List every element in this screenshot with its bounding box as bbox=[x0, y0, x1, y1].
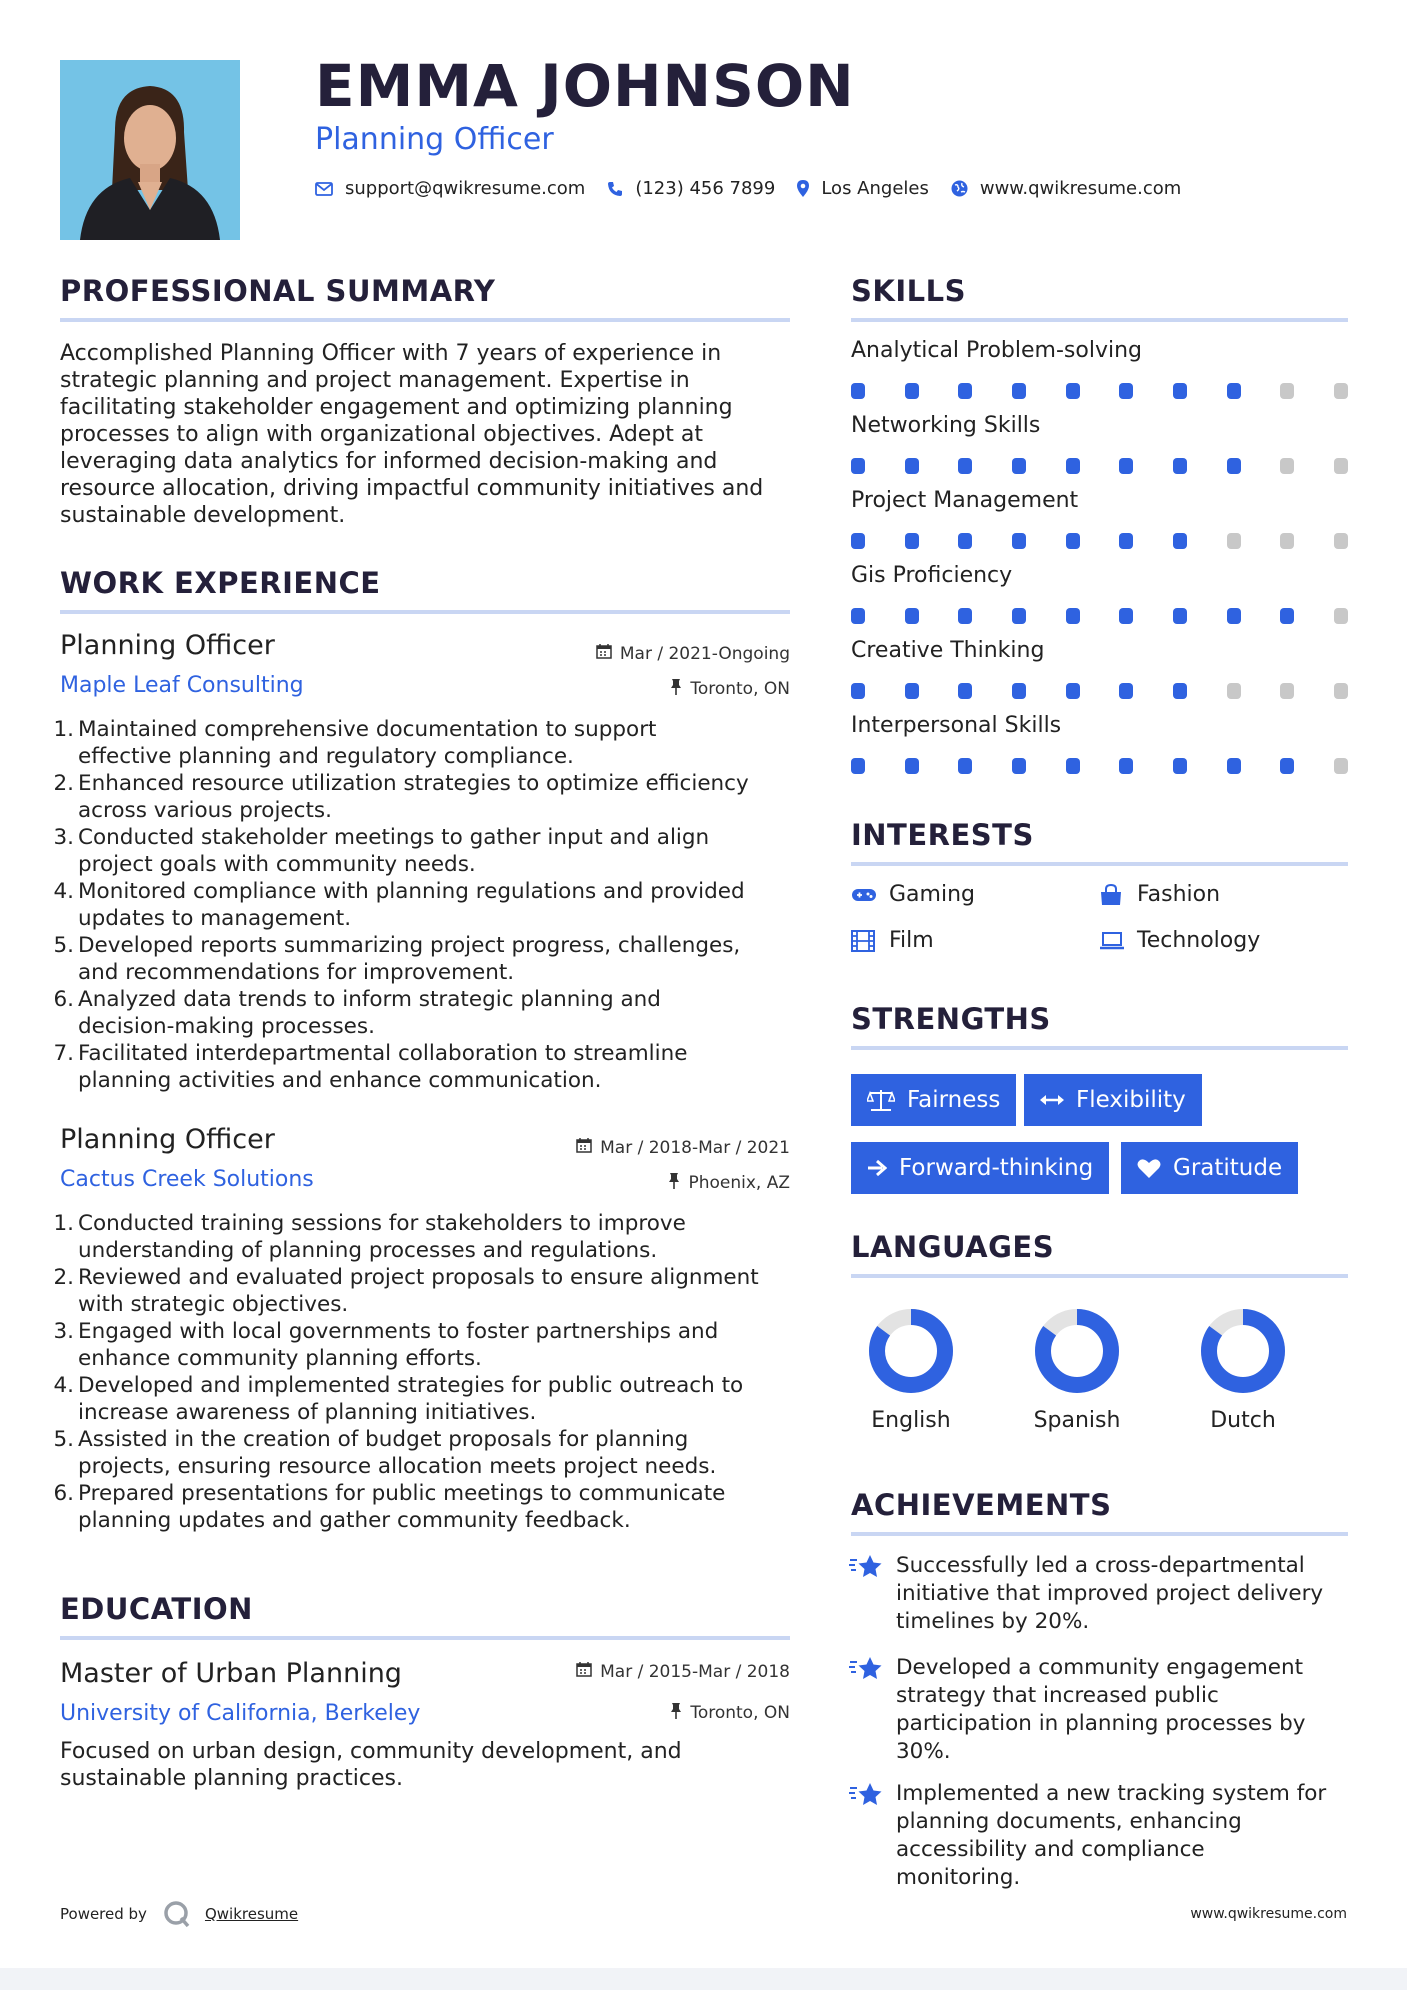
rating-dot-filled bbox=[1012, 758, 1026, 774]
job-dates-text: Mar / 2018-Mar / 2021 bbox=[600, 1137, 790, 1158]
profile-photo bbox=[60, 60, 240, 240]
job-dates-text: Mar / 2021-Ongoing bbox=[619, 643, 790, 664]
education-line: sustainable planning practices. bbox=[60, 1766, 403, 1791]
rating-dot-filled bbox=[1066, 383, 1080, 399]
rating-dot-filled bbox=[1119, 758, 1133, 774]
rating-dot-filled bbox=[1280, 758, 1294, 774]
envelope-icon bbox=[315, 182, 333, 196]
summary-heading: PROFESSIONAL SUMMARY bbox=[60, 274, 496, 308]
rating-dot-filled bbox=[1012, 608, 1026, 624]
list-item: 3. Conducted stakeholder meetings to gather input and align project goals with community needs. bbox=[53, 825, 710, 877]
phone-icon bbox=[607, 181, 623, 197]
rating-dot-filled bbox=[1173, 458, 1187, 474]
skills-heading: SKILLS bbox=[851, 274, 966, 308]
language-item bbox=[851, 1306, 971, 1433]
rating-dot-filled bbox=[1173, 683, 1187, 699]
rating-dot-filled bbox=[1012, 533, 1026, 549]
rating-dot-empty bbox=[1334, 758, 1348, 774]
shopping-bag-icon bbox=[1099, 884, 1125, 906]
rating-dot-filled bbox=[1066, 533, 1080, 549]
degree-title: Master of Urban Planning bbox=[60, 1658, 402, 1689]
job-dates bbox=[596, 643, 790, 664]
rating-dot-filled bbox=[905, 458, 919, 474]
rating-dot-filled bbox=[958, 533, 972, 549]
achievement-line: accessibility and compliance bbox=[896, 1837, 1205, 1862]
rating-dot-filled bbox=[1227, 758, 1241, 774]
gamepad-icon bbox=[851, 887, 877, 903]
list-item: 1. Conducted training sessions for stakeholders to improve understanding of planning processes and regulations. bbox=[53, 1211, 686, 1263]
laptop-icon bbox=[1099, 932, 1125, 950]
job-location-text: Phoenix, AZ bbox=[688, 1173, 790, 1193]
education-line: Focused on urban design, community development, and bbox=[60, 1739, 682, 1764]
rating-dot-filled bbox=[1119, 533, 1133, 549]
achievements-heading: ACHIEVEMENTS bbox=[851, 1488, 1112, 1522]
rating-dot-filled bbox=[851, 683, 865, 699]
strength-label: Forward-thinking bbox=[899, 1155, 1094, 1181]
strength-label: Flexibility bbox=[1076, 1087, 1186, 1113]
interest-label: Fashion bbox=[1137, 882, 1221, 907]
job-location bbox=[668, 1172, 790, 1194]
job-location-text: Toronto, ON bbox=[690, 679, 790, 699]
job-role: Planning Officer bbox=[60, 630, 275, 661]
map-marker-icon bbox=[797, 180, 809, 197]
arrow-right-icon bbox=[867, 1159, 887, 1177]
interest-technology bbox=[1099, 928, 1260, 953]
education-dates-text: Mar / 2015-Mar / 2018 bbox=[600, 1661, 790, 1682]
star-icon bbox=[849, 1656, 883, 1686]
rating-dot-filled bbox=[905, 683, 919, 699]
rating-dot-filled bbox=[851, 458, 865, 474]
list-item: 6. Analyzed data trends to inform strategic planning and decision-making processes. bbox=[53, 987, 661, 1039]
strength-forward-thinking bbox=[851, 1142, 1109, 1194]
interests-heading: INTERESTS bbox=[851, 818, 1034, 852]
contact-website[interactable]: www.qwikresume.com bbox=[979, 178, 1182, 199]
rating-dot-filled bbox=[1227, 383, 1241, 399]
rating-dot-filled bbox=[851, 608, 865, 624]
rating-dot-filled bbox=[851, 533, 865, 549]
strength-label: Gratitude bbox=[1173, 1155, 1283, 1181]
experience-heading: WORK EXPERIENCE bbox=[60, 566, 381, 600]
interest-label: Gaming bbox=[889, 882, 975, 907]
calendar-icon bbox=[596, 643, 620, 664]
education-divider bbox=[60, 1636, 790, 1640]
education-description bbox=[60, 1738, 800, 1792]
skill-label: Networking Skills bbox=[851, 413, 1041, 438]
rating-dot-filled bbox=[1173, 608, 1187, 624]
rating-dot-filled bbox=[1119, 383, 1133, 399]
interest-label: Film bbox=[889, 928, 934, 953]
pushpin-icon bbox=[670, 678, 690, 700]
rating-dot-empty bbox=[1227, 683, 1241, 699]
heart-icon bbox=[1137, 1158, 1161, 1179]
skills-divider bbox=[851, 318, 1348, 322]
language-level-ring bbox=[1032, 1306, 1122, 1396]
job-duties-list bbox=[53, 716, 800, 1094]
rating-dot-empty bbox=[1334, 683, 1348, 699]
achievement-line: Successfully led a cross-departmental bbox=[896, 1553, 1305, 1578]
rating-dot-filled bbox=[851, 383, 865, 399]
strength-label: Fairness bbox=[907, 1087, 1001, 1113]
rating-dot-filled bbox=[1227, 608, 1241, 624]
skill-rating bbox=[851, 608, 1348, 624]
rating-dot-filled bbox=[1280, 608, 1294, 624]
achievement-line: timelines by 20%. bbox=[896, 1609, 1090, 1634]
rating-dot-empty bbox=[1227, 533, 1241, 549]
achievement-line: Implemented a new tracking system for bbox=[896, 1781, 1327, 1806]
skill-rating bbox=[851, 683, 1348, 699]
interest-fashion bbox=[1099, 882, 1220, 907]
candidate-title: Planning Officer bbox=[315, 122, 554, 157]
interest-gaming bbox=[851, 882, 975, 907]
language-level-ring bbox=[1198, 1306, 1288, 1396]
achievement-line: planning documents, enhancing bbox=[896, 1809, 1242, 1834]
summary-text bbox=[60, 340, 800, 529]
summary-line: leveraging data analytics for informed decision-making and bbox=[60, 449, 718, 474]
strengths-divider bbox=[851, 1046, 1348, 1050]
skill-rating bbox=[851, 383, 1348, 399]
contact-phone[interactable]: (123) 456 7899 bbox=[635, 178, 776, 199]
pushpin-icon bbox=[668, 1172, 688, 1194]
experience-divider bbox=[60, 610, 790, 614]
language-name: Dutch bbox=[1210, 1408, 1276, 1433]
skill-rating bbox=[851, 758, 1348, 774]
job-company[interactable]: Cactus Creek Solutions bbox=[60, 1167, 314, 1192]
achievement-line: strategy that increased public bbox=[896, 1683, 1219, 1708]
rating-dot-filled bbox=[1066, 683, 1080, 699]
education-location bbox=[670, 1702, 790, 1724]
achievement-line: Developed a community engagement bbox=[896, 1655, 1304, 1680]
list-item: 5. Developed reports summarizing project progress, challenges, and recommendations for improvement. bbox=[53, 933, 741, 985]
rating-dot-filled bbox=[1012, 458, 1026, 474]
languages-divider bbox=[851, 1274, 1348, 1278]
rating-dot-filled bbox=[1012, 683, 1026, 699]
pushpin-icon bbox=[670, 1702, 690, 1724]
languages-heading: LANGUAGES bbox=[851, 1230, 1055, 1264]
film-icon bbox=[851, 930, 877, 952]
strengths-heading: STRENGTHS bbox=[851, 1002, 1051, 1036]
calendar-icon bbox=[576, 1137, 600, 1158]
achievements-divider bbox=[851, 1532, 1348, 1536]
qwikresume-link[interactable]: Qwikresume bbox=[204, 1905, 299, 1923]
page-bottom-band bbox=[0, 1968, 1407, 1990]
arrows-horizontal-icon bbox=[1040, 1093, 1064, 1107]
education-location-text: Toronto, ON bbox=[690, 1703, 790, 1723]
achievement-item bbox=[896, 1654, 1356, 1766]
list-item: 2. Enhanced resource utilization strategies to optimize efficiency across various projects. bbox=[53, 771, 749, 823]
job-company[interactable]: Maple Leaf Consulting bbox=[60, 673, 304, 698]
rating-dot-filled bbox=[1227, 458, 1241, 474]
summary-divider bbox=[60, 318, 790, 322]
interest-film bbox=[851, 928, 934, 953]
rating-dot-filled bbox=[851, 758, 865, 774]
interests-divider bbox=[851, 862, 1348, 866]
achievement-line: monitoring. bbox=[896, 1865, 1021, 1890]
globe-icon bbox=[951, 180, 968, 197]
contact-location: Los Angeles bbox=[821, 178, 929, 199]
footer-website[interactable]: www.qwikresume.com bbox=[1190, 1906, 1347, 1922]
star-icon bbox=[849, 1554, 883, 1584]
language-item bbox=[1183, 1306, 1303, 1433]
job-dates bbox=[576, 1137, 790, 1158]
list-item: 1. Maintained comprehensive documentation to support effective planning and regulatory compliance. bbox=[53, 717, 657, 769]
skill-label: Project Management bbox=[851, 488, 1079, 513]
contact-bar bbox=[315, 178, 1203, 199]
rating-dot-filled bbox=[1119, 683, 1133, 699]
interest-label: Technology bbox=[1137, 928, 1261, 953]
rating-dot-empty bbox=[1280, 533, 1294, 549]
list-item: 3. Engaged with local governments to foster partnerships and enhance community planning efforts. bbox=[53, 1319, 719, 1371]
qwikresume-logo-icon bbox=[163, 1900, 191, 1928]
skill-label: Analytical Problem-solving bbox=[851, 338, 1142, 363]
skill-rating bbox=[851, 458, 1348, 474]
rating-dot-filled bbox=[905, 608, 919, 624]
list-item: 4. Monitored compliance with planning regulations and provided updates to management. bbox=[53, 879, 745, 931]
rating-dot-empty bbox=[1334, 458, 1348, 474]
rating-dot-empty bbox=[1334, 383, 1348, 399]
candidate-name: EMMA JOHNSON bbox=[315, 52, 855, 120]
summary-line: facilitating stakeholder engagement and optimizing planning bbox=[60, 395, 733, 420]
strength-flexibility bbox=[1024, 1074, 1202, 1126]
skill-label: Creative Thinking bbox=[851, 638, 1045, 663]
powered-by bbox=[60, 1900, 298, 1928]
summary-line: resource allocation, driving impactful community initiatives and bbox=[60, 476, 764, 501]
strength-fairness bbox=[851, 1074, 1016, 1126]
rating-dot-filled bbox=[1119, 608, 1133, 624]
rating-dot-filled bbox=[1012, 383, 1026, 399]
rating-dot-filled bbox=[905, 383, 919, 399]
rating-dot-filled bbox=[1066, 758, 1080, 774]
language-name: Spanish bbox=[1033, 1408, 1121, 1433]
achievement-line: 30%. bbox=[896, 1739, 951, 1764]
list-item: 4. Developed and implemented strategies for public outreach to increase awareness of planning initiatives. bbox=[53, 1373, 744, 1425]
rating-dot-filled bbox=[1119, 458, 1133, 474]
rating-dot-filled bbox=[1066, 458, 1080, 474]
summary-line: strategic planning and project management. Expertise in bbox=[60, 368, 690, 393]
achievement-line: participation in planning processes by bbox=[896, 1711, 1306, 1736]
rating-dot-empty bbox=[1280, 683, 1294, 699]
rating-dot-filled bbox=[958, 608, 972, 624]
rating-dot-filled bbox=[1173, 758, 1187, 774]
summary-line: sustainable development. bbox=[60, 503, 346, 528]
summary-line: Accomplished Planning Officer with 7 years of experience in bbox=[60, 341, 722, 366]
skill-rating bbox=[851, 533, 1348, 549]
summary-line: processes to align with organizational objectives. Adept at bbox=[60, 422, 704, 447]
language-name: English bbox=[871, 1408, 951, 1433]
rating-dot-empty bbox=[1334, 533, 1348, 549]
achievement-item bbox=[896, 1780, 1356, 1892]
contact-email[interactable]: support@qwikresume.com bbox=[345, 178, 586, 199]
education-heading: EDUCATION bbox=[60, 1592, 253, 1626]
job-duties-list bbox=[53, 1210, 800, 1534]
rating-dot-empty bbox=[1334, 608, 1348, 624]
rating-dot-filled bbox=[1173, 383, 1187, 399]
job-location bbox=[670, 678, 790, 700]
rating-dot-empty bbox=[1280, 458, 1294, 474]
rating-dot-filled bbox=[958, 383, 972, 399]
powered-by-text: Powered by bbox=[60, 1905, 147, 1923]
rating-dot-filled bbox=[1173, 533, 1187, 549]
education-dates bbox=[576, 1661, 790, 1682]
rating-dot-filled bbox=[958, 758, 972, 774]
skill-label: Interpersonal Skills bbox=[851, 713, 1062, 738]
skill-label: Gis Proficiency bbox=[851, 563, 1013, 588]
achievement-line: initiative that improved project delivery bbox=[896, 1581, 1324, 1606]
calendar-icon bbox=[576, 1661, 600, 1682]
school-name[interactable]: University of California, Berkeley bbox=[60, 1701, 421, 1726]
rating-dot-filled bbox=[905, 758, 919, 774]
list-item: 5. Assisted in the creation of budget proposals for planning projects, ensuring resource allocation meets project needs. bbox=[53, 1427, 717, 1479]
rating-dot-filled bbox=[905, 533, 919, 549]
language-item bbox=[1017, 1306, 1137, 1433]
achievement-item bbox=[896, 1552, 1356, 1636]
balance-scale-icon bbox=[867, 1089, 895, 1111]
job-role: Planning Officer bbox=[60, 1124, 275, 1155]
star-icon bbox=[849, 1782, 883, 1812]
rating-dot-filled bbox=[958, 683, 972, 699]
strength-gratitude bbox=[1121, 1142, 1298, 1194]
language-level-ring bbox=[866, 1306, 956, 1396]
rating-dot-filled bbox=[958, 458, 972, 474]
rating-dot-empty bbox=[1280, 383, 1294, 399]
rating-dot-filled bbox=[1066, 608, 1080, 624]
list-item: 6. Prepared presentations for public meetings to communicate planning updates and gather community feedback. bbox=[53, 1481, 726, 1533]
list-item: 2. Reviewed and evaluated project proposals to ensure alignment with strategic objectives. bbox=[53, 1265, 759, 1317]
list-item: 7. Facilitated interdepartmental collaboration to streamline planning activities and enhance communication. bbox=[53, 1041, 688, 1093]
